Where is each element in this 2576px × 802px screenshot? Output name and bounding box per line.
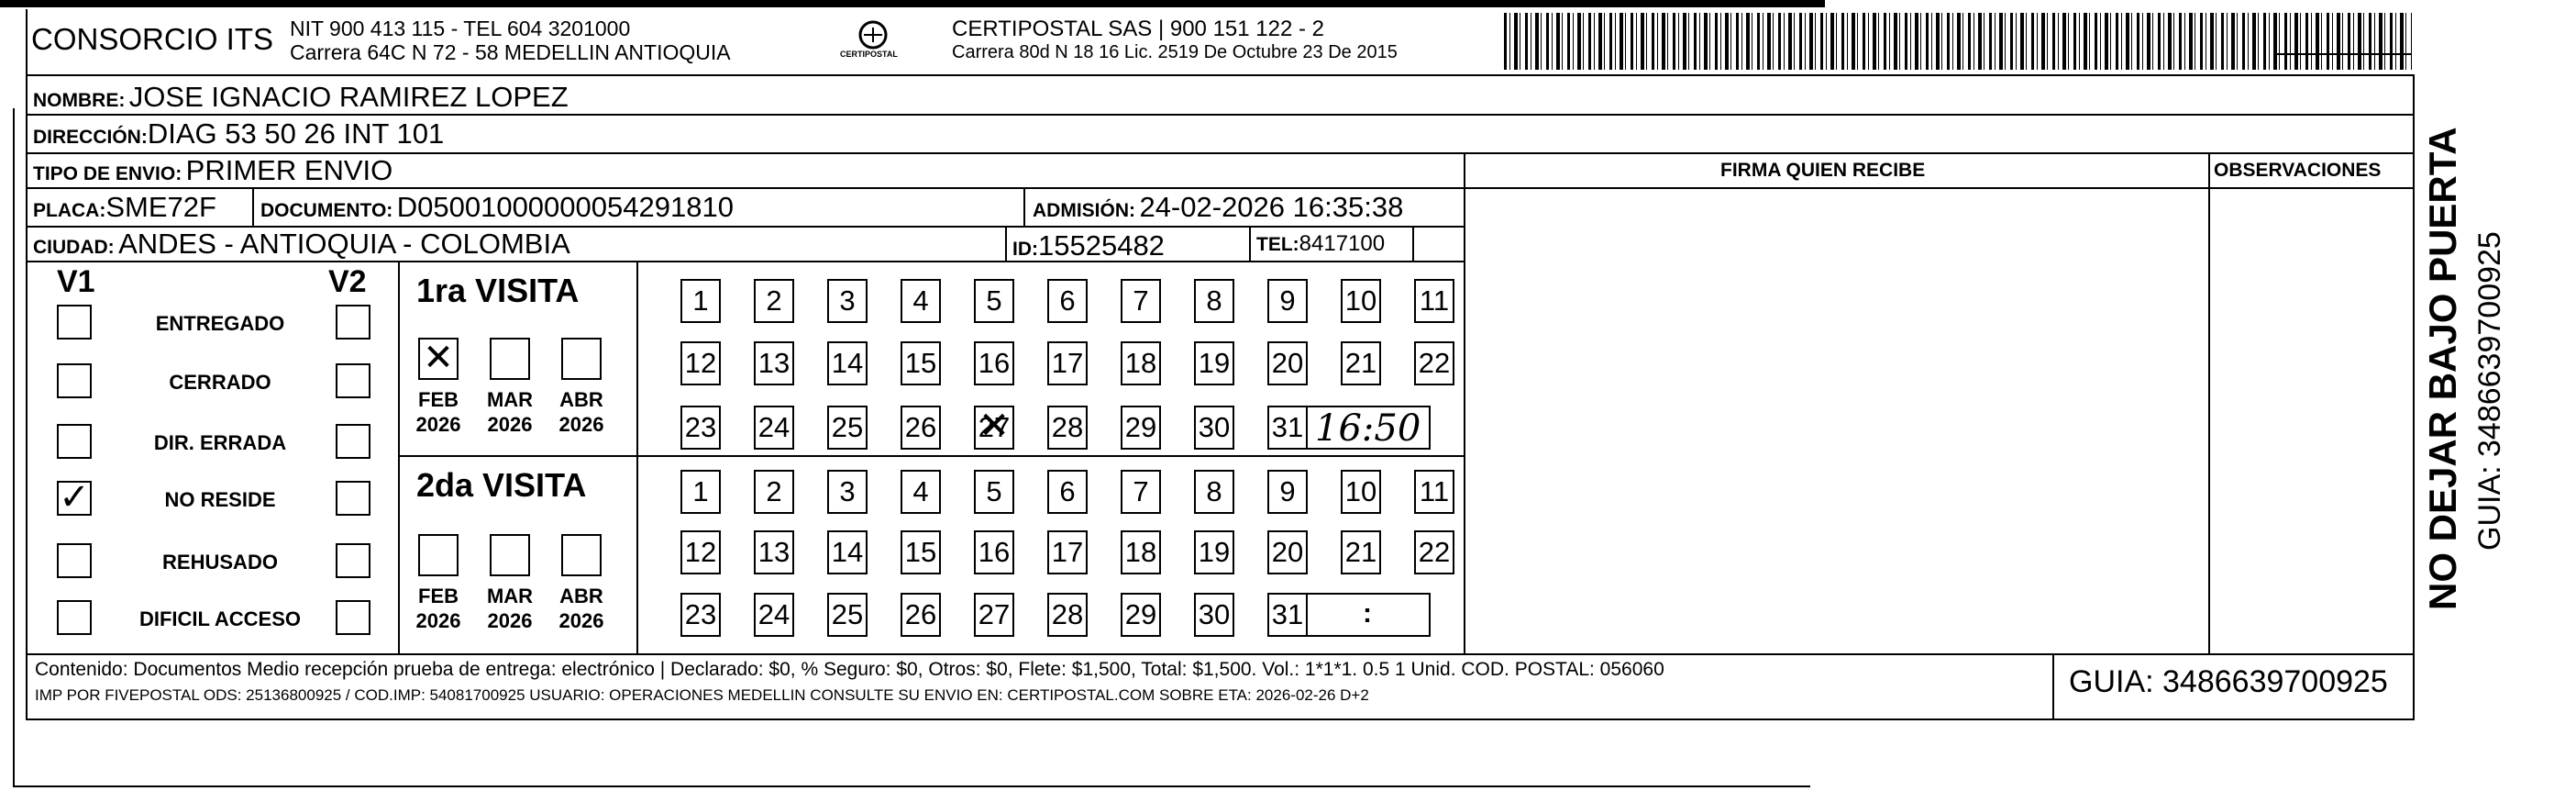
month-year: 2026	[558, 413, 604, 436]
day-box[interactable]: 9	[1267, 279, 1308, 323]
status-v2-checkbox[interactable]	[336, 543, 370, 578]
day-box[interactable]: 16	[974, 530, 1014, 574]
id-value: 15525482	[1038, 229, 1165, 262]
month-year: 2026	[415, 609, 461, 632]
status-v1-checkbox[interactable]	[57, 543, 92, 578]
name-label: NOMBRE:	[33, 90, 126, 111]
visit2-time-box	[1306, 593, 1431, 637]
month-checkbox[interactable]	[561, 534, 602, 576]
day-box[interactable]: 12	[680, 341, 721, 385]
visit1-time-box	[1306, 406, 1431, 450]
city-value: ANDES - ANTIOQUIA - COLOMBIA	[118, 228, 570, 260]
recipient-name: JOSE IGNACIO RAMIREZ LOPEZ	[128, 81, 569, 113]
day-box[interactable]: 5	[974, 470, 1014, 514]
month-checkbox[interactable]	[561, 338, 602, 380]
day-box[interactable]: 18	[1121, 341, 1161, 385]
shipment-type: PRIMER ENVIO	[185, 154, 393, 186]
day-box[interactable]: 20	[1267, 530, 1308, 574]
barcode-underline	[2274, 53, 2412, 55]
day-box[interactable]: 11	[1414, 470, 1454, 514]
document-label: DOCUMENTO:	[260, 200, 393, 221]
day-box[interactable]: 29	[1121, 593, 1161, 637]
visit2-time: :	[1363, 598, 1372, 629]
day-box[interactable]: 13	[754, 530, 794, 574]
company-name: CONSORCIO ITS	[31, 22, 274, 56]
top-strip	[0, 0, 1825, 7]
status-label: REHUSADO	[162, 551, 278, 574]
status-divider	[398, 261, 400, 653]
day-box[interactable]: 4	[901, 279, 941, 323]
day-box[interactable]: 28	[1047, 406, 1088, 450]
side-warning: NO DEJAR BAJO PUERTA	[2421, 127, 2464, 610]
day-box[interactable]: 20	[1267, 341, 1308, 385]
day-box[interactable]: 2	[754, 470, 794, 514]
row-line-1	[26, 114, 2415, 116]
visit-divider	[636, 261, 638, 653]
row-line-5	[26, 261, 1465, 262]
day-box[interactable]: 14	[827, 530, 868, 574]
day-box[interactable]: 23	[680, 406, 721, 450]
signature-header: FIRMA QUIEN RECIBE	[1720, 160, 1926, 181]
day-box[interactable]: 11	[1414, 279, 1454, 323]
day-box[interactable]: 14	[827, 341, 868, 385]
day-box[interactable]: 23	[680, 593, 721, 637]
row-line-6	[26, 653, 2415, 655]
day-box[interactable]: 28	[1047, 593, 1088, 637]
day-box[interactable]: 4	[901, 470, 941, 514]
id-divider	[1005, 226, 1007, 261]
carrier-address: Carrera 80d N 18 16 Lic. 2519 De Octubre 23 De 2015	[952, 42, 1398, 62]
tel-value: 8417100	[1299, 231, 1386, 256]
day-box[interactable]: 21	[1341, 341, 1381, 385]
status-v2-checkbox[interactable]	[336, 305, 370, 340]
status-v1-checkbox[interactable]	[57, 305, 92, 340]
status-v2-checkbox[interactable]	[336, 481, 370, 516]
month-year: 2026	[487, 413, 533, 436]
city-label: CIUDAD:	[33, 237, 115, 258]
day-box[interactable]: 10	[1341, 279, 1381, 323]
day-box[interactable]: 19	[1194, 341, 1234, 385]
tel-divider	[1249, 226, 1251, 261]
admission-value: 24-02-2026 16:35:38	[1139, 191, 1404, 223]
day-box[interactable]: 27 ✕	[974, 406, 1014, 450]
month-name: FEB	[418, 388, 459, 411]
day-box[interactable]: 9	[1267, 470, 1308, 514]
sig-divider	[1464, 152, 1465, 655]
day-box[interactable]: 3	[827, 470, 868, 514]
day-box[interactable]: 19	[1194, 530, 1234, 574]
barcode	[1504, 13, 2412, 70]
month-year: 2026	[487, 609, 533, 632]
month-label	[549, 584, 614, 633]
month-year: 2026	[558, 609, 604, 632]
day-box[interactable]: 1	[680, 470, 721, 514]
logo-text: CERTIPOSTAL	[840, 50, 898, 59]
status-v1-checkbox[interactable]	[57, 424, 92, 459]
month-checkbox[interactable]	[418, 338, 459, 380]
day-box[interactable]: 7	[1121, 279, 1161, 323]
day-box[interactable]: 24	[754, 593, 794, 637]
admission-label: ADMISIÓN:	[1033, 200, 1135, 221]
tel-end-divider	[1412, 226, 1414, 261]
obs-divider	[2208, 152, 2210, 655]
day-box[interactable]: 24	[754, 406, 794, 450]
day-box[interactable]: 30	[1194, 406, 1234, 450]
status-label: DIR. ERRADA	[153, 431, 287, 454]
plate-divider	[252, 187, 254, 226]
type-label: TIPO DE ENVIO:	[33, 163, 182, 184]
check-mark-icon: ✓	[59, 476, 90, 518]
day-box[interactable]: 29	[1121, 406, 1161, 450]
visit1-title: 1ra VISITA	[416, 272, 580, 309]
day-box[interactable]: 5	[974, 279, 1014, 323]
status-label: CERRADO	[169, 371, 271, 394]
plate-label: PLACA:	[33, 200, 106, 221]
v1-header: V1	[57, 264, 95, 299]
day-box[interactable]: 26	[901, 593, 941, 637]
day-box[interactable]: 6	[1047, 470, 1088, 514]
month-checkbox[interactable]	[490, 534, 530, 576]
day-box[interactable]: 8	[1194, 279, 1234, 323]
day-box[interactable]: 22	[1414, 530, 1454, 574]
day-box[interactable]: 31	[1267, 593, 1308, 637]
day-box[interactable]: 1	[680, 279, 721, 323]
status-label: NO RESIDE	[164, 488, 276, 511]
certipostal-logo	[836, 18, 910, 66]
address-label: DIRECCIÓN:	[33, 127, 148, 148]
month-mark-icon: ✕	[423, 337, 454, 379]
v2-header: V2	[328, 264, 367, 299]
day-box[interactable]: 15	[901, 341, 941, 385]
status-label: ENTREGADO	[155, 312, 285, 335]
month-name: ABR	[559, 585, 603, 607]
tel-label: TEL:	[1256, 234, 1299, 255]
day-box[interactable]: 12	[680, 530, 721, 574]
recipient-address: DIAG 53 50 26 INT 101	[147, 117, 445, 150]
day-box[interactable]: 13	[754, 341, 794, 385]
frame-left	[26, 74, 28, 720]
frame-top	[26, 74, 2415, 76]
status-v1-checkbox[interactable]	[57, 363, 92, 398]
month-name: ABR	[559, 388, 603, 411]
day-box[interactable]: 17	[1047, 530, 1088, 574]
month-name: FEB	[418, 585, 459, 607]
day-box[interactable]: 10	[1341, 470, 1381, 514]
day-box[interactable]: 3	[827, 279, 868, 323]
month-year: 2026	[415, 413, 461, 436]
day-box[interactable]: 2	[754, 279, 794, 323]
day-box[interactable]: 25	[827, 593, 868, 637]
status-v2-checkbox[interactable]	[336, 600, 370, 635]
day-box[interactable]: 21	[1341, 530, 1381, 574]
day-box[interactable]: 25	[827, 406, 868, 450]
day-box[interactable]: 31	[1267, 406, 1308, 450]
header-left-border	[26, 9, 28, 74]
status-v1-checkbox[interactable]	[57, 600, 92, 635]
page-bottom-edge	[13, 785, 1810, 787]
carrier-line: CERTIPOSTAL SAS | 900 151 122 - 2	[952, 17, 1324, 41]
day-box[interactable]: 17	[1047, 341, 1088, 385]
day-box[interactable]: 26	[901, 406, 941, 450]
month-label	[406, 387, 470, 437]
day-box[interactable]: 30	[1194, 593, 1234, 637]
day-box[interactable]: 22	[1414, 341, 1454, 385]
footer-divider	[2052, 653, 2054, 720]
visit1-time: 16:50	[1315, 407, 1421, 450]
footer-print-info: IMP POR FIVEPOSTAL ODS: 25136800925 / COD.IMP: 54081700925 USUARIO: OPERACIONES MEDELLIN CONSULTE SU ENVIO EN: CERTIPOSTAL.COM SOBRE ETA: 2026-02-26 D+2	[35, 686, 1369, 704]
month-checkbox[interactable]	[490, 338, 530, 380]
day-box[interactable]: 15	[901, 530, 941, 574]
day-box[interactable]: 27	[974, 593, 1014, 637]
status-label: DIFICIL ACCESO	[138, 607, 301, 630]
month-name: MAR	[486, 388, 534, 411]
nit-line: NIT 900 413 115 - TEL 604 3201000	[290, 17, 631, 40]
month-label	[406, 584, 470, 633]
company-address: Carrera 64C N 72 - 58 MEDELLIN ANTIOQUIA	[290, 40, 731, 64]
month-label	[478, 584, 542, 633]
row-line-3	[26, 187, 2415, 189]
month-checkbox[interactable]	[418, 534, 459, 576]
id-label: ID:	[1012, 239, 1038, 260]
frame-right	[2413, 74, 2415, 720]
page-left-edge	[13, 108, 15, 787]
month-name: MAR	[486, 585, 534, 607]
admission-divider	[1023, 187, 1025, 226]
status-v1-checkbox[interactable]	[57, 476, 92, 518]
month-label	[478, 387, 542, 437]
status-v2-checkbox[interactable]	[336, 424, 370, 459]
footer-content: Contenido: Documentos Medio recepción prueba de entrega: electrónico | Declarado: $0, % Seguro: $0, Otros: $0, Flete: $1,500, Total: $1,500. Vol.: 1*1*1. 0.5 1 Unid. COD. POSTAL: 056060	[35, 659, 1664, 680]
visit-separator	[398, 455, 1465, 457]
day-box[interactable]: 6	[1047, 279, 1088, 323]
footer-guia: GUIA: 3486639700925	[2069, 664, 2388, 699]
frame-bottom	[26, 718, 2415, 720]
visit2-title: 2da VISITA	[416, 466, 587, 504]
status-v2-checkbox[interactable]	[336, 363, 370, 398]
logo-icon	[836, 18, 910, 66]
month-label	[549, 387, 614, 437]
plate-value: SME72F	[105, 191, 216, 223]
document-value: D05001000000054291810	[396, 191, 734, 223]
day-box[interactable]: 8	[1194, 470, 1234, 514]
observations-header: OBSERVACIONES	[2214, 160, 2382, 181]
day-box[interactable]: 16	[974, 341, 1014, 385]
day-box[interactable]: 7	[1121, 470, 1161, 514]
side-guia: GUIA: 3486639700925	[2472, 231, 2507, 551]
day-box[interactable]: 18	[1121, 530, 1161, 574]
